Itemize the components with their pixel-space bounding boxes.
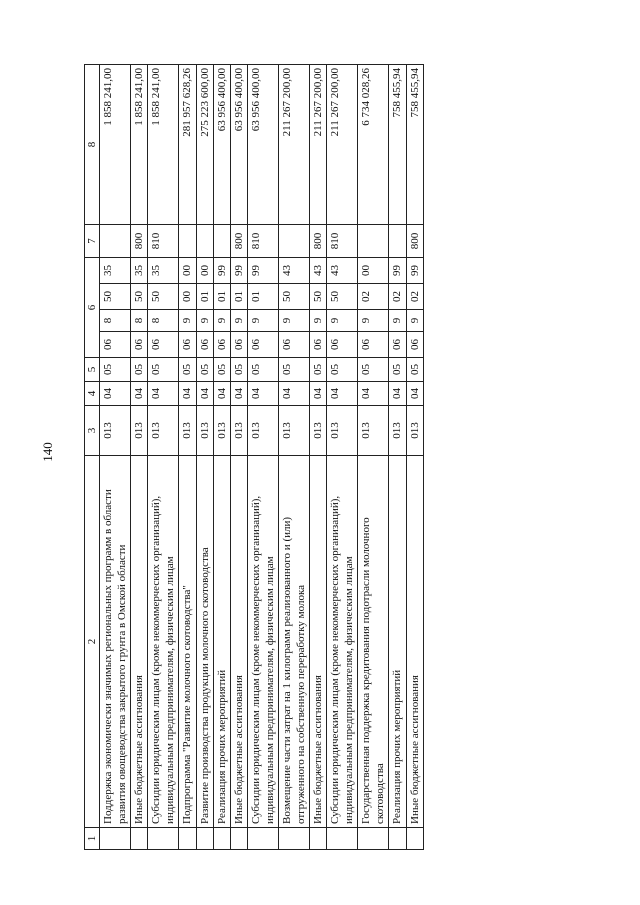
section-code-cell: 04 [406,382,423,406]
direction-code-cell: 99 [247,258,278,284]
expense-type-cell: 800 [131,225,148,258]
table-row [247,65,278,850]
header-cell: 8 [85,65,100,225]
expense-type-cell [179,225,196,258]
amount-cell: 211 267 200,00 [327,65,358,225]
ministry-code-cell: 013 [131,406,148,456]
program-code-cell: 06 [327,332,358,358]
item-name-cell: Иные бюджетные ассигнования [406,456,423,828]
subsection-code-cell: 05 [131,358,148,382]
section-code-cell: 04 [179,382,196,406]
subprogram-code-cell: 9 [196,310,213,332]
row-number-cell [406,828,423,850]
row-number-cell [247,828,278,850]
expense-type-cell: 800 [406,225,423,258]
item-name-cell: Иные бюджетные ассигнования [230,456,247,828]
table-row [406,65,423,850]
row-number-cell [131,828,148,850]
program-code-cell: 06 [179,332,196,358]
item-name-cell: Субсидии юридическим лицам (кроме некоммерческих организаций), индивидуальным предпринимателям, физическим лицам [327,456,358,828]
rotated-table-container [84,65,586,850]
amount-cell: 63 956 400,00 [230,65,247,225]
program-code-cell: 06 [358,332,389,358]
amount-cell: 758 455,94 [389,65,406,225]
main-activity-code-cell: 50 [327,284,358,310]
main-activity-code-cell: 50 [131,284,148,310]
table-body [100,65,424,850]
table-row [131,65,148,850]
subsection-code-cell: 05 [213,358,230,382]
ministry-code-cell: 013 [230,406,247,456]
ministry-code-cell: 013 [358,406,389,456]
table-row [179,65,196,850]
section-code-cell: 04 [100,382,131,406]
ministry-code-cell: 013 [327,406,358,456]
direction-code-cell: 00 [179,258,196,284]
header-cell: 2 [85,456,100,828]
section-code-cell: 04 [327,382,358,406]
amount-cell: 758 455,94 [406,65,423,225]
subprogram-code-cell: 9 [213,310,230,332]
section-code-cell: 04 [230,382,247,406]
ministry-code-cell: 013 [179,406,196,456]
section-code-cell: 04 [131,382,148,406]
item-name-cell: Реализация прочих мероприятий [213,456,230,828]
expense-type-cell [213,225,230,258]
page-number: 140 [40,442,55,462]
amount-cell: 63 956 400,00 [213,65,230,225]
program-code-cell: 06 [389,332,406,358]
header-cell: 1 [85,828,100,850]
direction-code-cell: 35 [100,258,131,284]
header-cell: 5 [85,358,100,382]
amount-cell: 211 267 200,00 [278,65,309,225]
main-activity-code-cell: 50 [100,284,131,310]
program-code-cell: 06 [278,332,309,358]
main-activity-code-cell: 01 [230,284,247,310]
item-name-cell: Государственная поддержка кредитования подотрасли молочного скотоводства [358,456,389,828]
subsection-code-cell: 05 [358,358,389,382]
expense-type-cell [278,225,309,258]
subprogram-code-cell: 9 [310,310,327,332]
item-name-cell: Подпрограмма "Развитие молочного скотоводства" [179,456,196,828]
subprogram-code-cell: 9 [230,310,247,332]
expense-type-cell: 810 [247,225,278,258]
table-row [100,65,131,850]
amount-cell: 275 223 600,00 [196,65,213,225]
direction-code-cell: 35 [148,258,179,284]
item-name-cell: Реализация прочих мероприятий [389,456,406,828]
expense-type-cell: 800 [230,225,247,258]
subprogram-code-cell: 9 [406,310,423,332]
main-activity-code-cell: 00 [179,284,196,310]
expense-type-cell: 800 [310,225,327,258]
subprogram-code-cell: 9 [327,310,358,332]
header-cell: 3 [85,406,100,456]
ministry-code-cell: 013 [148,406,179,456]
direction-code-cell: 43 [278,258,309,284]
section-code-cell: 04 [310,382,327,406]
section-code-cell: 04 [358,382,389,406]
main-activity-code-cell: 01 [247,284,278,310]
expense-type-cell: 810 [148,225,179,258]
row-number-cell [179,828,196,850]
direction-code-cell: 00 [358,258,389,284]
amount-cell: 211 267 200,00 [310,65,327,225]
direction-code-cell: 35 [131,258,148,284]
ministry-code-cell: 013 [196,406,213,456]
table-row [310,65,327,850]
section-code-cell: 04 [196,382,213,406]
direction-code-cell: 99 [230,258,247,284]
amount-cell: 1 858 241,00 [131,65,148,225]
program-code-cell: 06 [406,332,423,358]
subprogram-code-cell: 9 [358,310,389,332]
main-activity-code-cell: 02 [389,284,406,310]
budget-table [84,64,424,850]
header-cell: 7 [85,225,100,258]
item-name-cell: Иные бюджетные ассигнования [310,456,327,828]
row-number-cell [327,828,358,850]
header-cell: 4 [85,382,100,406]
direction-code-cell: 00 [196,258,213,284]
row-number-cell [196,828,213,850]
expense-type-cell [100,225,131,258]
row-number-cell [213,828,230,850]
subsection-code-cell: 05 [278,358,309,382]
main-activity-code-cell: 02 [358,284,389,310]
ministry-code-cell: 013 [310,406,327,456]
subsection-code-cell: 05 [406,358,423,382]
item-name-cell: Иные бюджетные ассигнования [131,456,148,828]
item-name-cell: Поддержка экономически значимых региональных программ в области развития овощеводства закрытого грунта в Омской области [100,456,131,828]
expense-type-cell [358,225,389,258]
amount-cell: 1 858 241,00 [148,65,179,225]
subprogram-code-cell: 8 [131,310,148,332]
subsection-code-cell: 05 [100,358,131,382]
expense-type-cell [389,225,406,258]
section-code-cell: 04 [389,382,406,406]
amount-cell: 63 956 400,00 [247,65,278,225]
amount-cell: 1 858 241,00 [100,65,131,225]
header-row [85,65,100,850]
ministry-code-cell: 013 [247,406,278,456]
program-code-cell: 06 [310,332,327,358]
direction-code-cell: 99 [213,258,230,284]
item-name-cell: Развитие производства продукции молочного скотоводства [196,456,213,828]
program-code-cell: 06 [230,332,247,358]
subprogram-code-cell: 8 [100,310,131,332]
main-activity-code-cell: 50 [278,284,309,310]
item-name-cell: Субсидии юридическим лицам (кроме некоммерческих организаций), индивидуальным предпринимателям, физическим лицам [247,456,278,828]
header-cell: 6 [85,258,100,358]
item-name-cell: Возмещение части затрат на 1 килограмм реализованного и (или) отгруженного на собственную переработку молока [278,456,309,828]
ministry-code-cell: 013 [406,406,423,456]
table-row [358,65,389,850]
direction-code-cell: 99 [406,258,423,284]
amount-cell: 281 957 628,26 [179,65,196,225]
subprogram-code-cell: 8 [148,310,179,332]
program-code-cell: 06 [213,332,230,358]
section-code-cell: 04 [247,382,278,406]
row-number-cell [310,828,327,850]
ministry-code-cell: 013 [278,406,309,456]
table-row [213,65,230,850]
ministry-code-cell: 013 [213,406,230,456]
subprogram-code-cell: 9 [247,310,278,332]
main-activity-code-cell: 50 [148,284,179,310]
program-code-cell: 06 [100,332,131,358]
main-activity-code-cell: 02 [406,284,423,310]
table-row [148,65,179,850]
subsection-code-cell: 05 [196,358,213,382]
direction-code-cell: 43 [327,258,358,284]
subsection-code-cell: 05 [327,358,358,382]
subsection-code-cell: 05 [247,358,278,382]
expense-type-cell: 810 [327,225,358,258]
expense-type-cell [196,225,213,258]
subsection-code-cell: 05 [389,358,406,382]
subprogram-code-cell: 9 [389,310,406,332]
subprogram-code-cell: 9 [278,310,309,332]
ministry-code-cell: 013 [389,406,406,456]
section-code-cell: 04 [213,382,230,406]
subsection-code-cell: 05 [230,358,247,382]
table-row [327,65,358,850]
row-number-cell [358,828,389,850]
amount-cell: 6 734 028,26 [358,65,389,225]
section-code-cell: 04 [278,382,309,406]
row-number-cell [148,828,179,850]
table-row [196,65,213,850]
subsection-code-cell: 05 [148,358,179,382]
main-activity-code-cell: 01 [196,284,213,310]
table-row [230,65,247,850]
row-number-cell [389,828,406,850]
program-code-cell: 06 [131,332,148,358]
row-number-cell [278,828,309,850]
program-code-cell: 06 [196,332,213,358]
subprogram-code-cell: 9 [179,310,196,332]
direction-code-cell: 43 [310,258,327,284]
section-code-cell: 04 [148,382,179,406]
main-activity-code-cell: 01 [213,284,230,310]
program-code-cell: 06 [247,332,278,358]
item-name-cell: Субсидии юридическим лицам (кроме некоммерческих организаций), индивидуальным предпринимателям, физическим лицам [148,456,179,828]
direction-code-cell: 99 [389,258,406,284]
table-row [278,65,309,850]
subsection-code-cell: 05 [179,358,196,382]
main-activity-code-cell: 50 [310,284,327,310]
row-number-cell [100,828,131,850]
program-code-cell: 06 [148,332,179,358]
table-row [389,65,406,850]
subsection-code-cell: 05 [310,358,327,382]
ministry-code-cell: 013 [100,406,131,456]
row-number-cell [230,828,247,850]
